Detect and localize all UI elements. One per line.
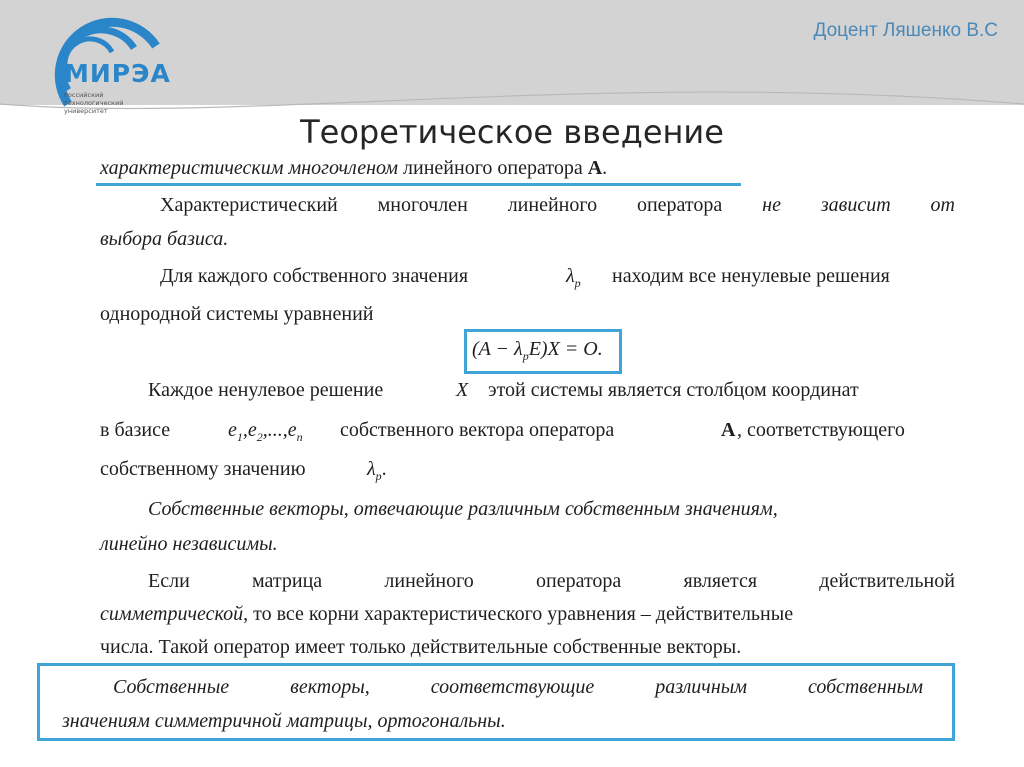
operator-a-bold: A [587,157,603,179]
basis-e: e [228,419,237,441]
para-3-line-1 [160,265,468,288]
para-5-line-1: Собственные векторы, отвечающие различным собственным значениям, [148,498,778,520]
para-3-line-2: однородной системы уравнений [100,303,374,325]
para-6-line-3: числа. Такой оператор имеет только действительные собственные векторы. [100,636,742,658]
line-1-end: . [602,157,608,179]
subscript: 1 [236,430,243,444]
word: соответствующие [430,676,595,698]
equation-part: (A − λ [472,338,523,360]
subscript: p [522,349,529,363]
period: . [381,458,387,480]
slide-title: Теоретическое введение [300,113,724,151]
x-symbol: X [456,379,469,401]
subscript: p [574,276,581,290]
word: различным [655,676,748,698]
line-1-text: линейного оператора [398,157,588,179]
word: от [930,194,955,216]
word: матрица [252,570,323,592]
logo-wordmark: МИРЭА [64,59,171,88]
equation [472,338,603,364]
word: многочлен [377,194,468,216]
para-4-line-3: собственному значению [100,458,306,480]
para-6-line-2-text: , то все корни характеристического уравнения – действительные [243,603,794,625]
term-symmetric: симметрической [100,603,244,625]
para-4-line-1a: Каждое ненулевое решение [148,379,384,401]
para-6-line-1 [148,570,955,593]
lambda-p-symbol [566,265,581,291]
word: Если [148,570,190,592]
subscript: n [296,430,303,444]
word: линейного [384,570,474,592]
para-2-line-1 [160,194,955,217]
para-3-line-1-end: находим все ненулевые решения [612,265,890,287]
word: Собственные [113,676,230,698]
basis-e: ,...,e [262,419,297,441]
lambda: λ [566,265,575,287]
para-5-line-2: линейно независимы. [100,533,278,555]
term-characteristic-polynomial: характеристическим многочленом [100,157,399,179]
lambda-p-symbol-2 [367,458,387,484]
word: оператора [636,194,723,216]
word: не [762,194,781,216]
para-3-text: Для каждого собственного значения [160,265,469,287]
logo-subtitle: Российский технологический университет [64,91,124,115]
word: является [683,570,758,592]
subscript: p [375,469,382,483]
line-1 [100,157,607,180]
para-7-line-1 [113,676,923,699]
word: Характеристический [160,194,338,216]
basis-e: ,e [242,419,257,441]
para-6-line-2 [100,603,793,626]
lambda: λ [367,458,376,480]
para-4-line-1b: этой системы является столбцом координат [488,379,859,401]
word: оператора [536,570,622,592]
para-4-line-2c: , соответствующего [737,419,905,441]
equation-part: E)X = O. [528,338,603,360]
operator-a-bold-2: A [721,419,736,441]
para-2-line-2: выбора базиса. [100,228,229,250]
word: зависит [820,194,891,216]
author-label: Доцент Ляшенко В.С [813,20,998,41]
para-4-line-2a: в базисе [100,419,171,441]
word: действительной [819,570,955,592]
subscript: 2 [256,430,263,444]
word: собственным [808,676,923,698]
word: векторы, [290,676,370,698]
para-7-line-2: значениям симметричной матрицы, ортогональны. [62,710,506,732]
basis-symbols [228,419,303,445]
highlight-underline [96,183,741,186]
para-4-line-2b: собственного вектора оператора [340,419,615,441]
word: линейного [507,194,598,216]
